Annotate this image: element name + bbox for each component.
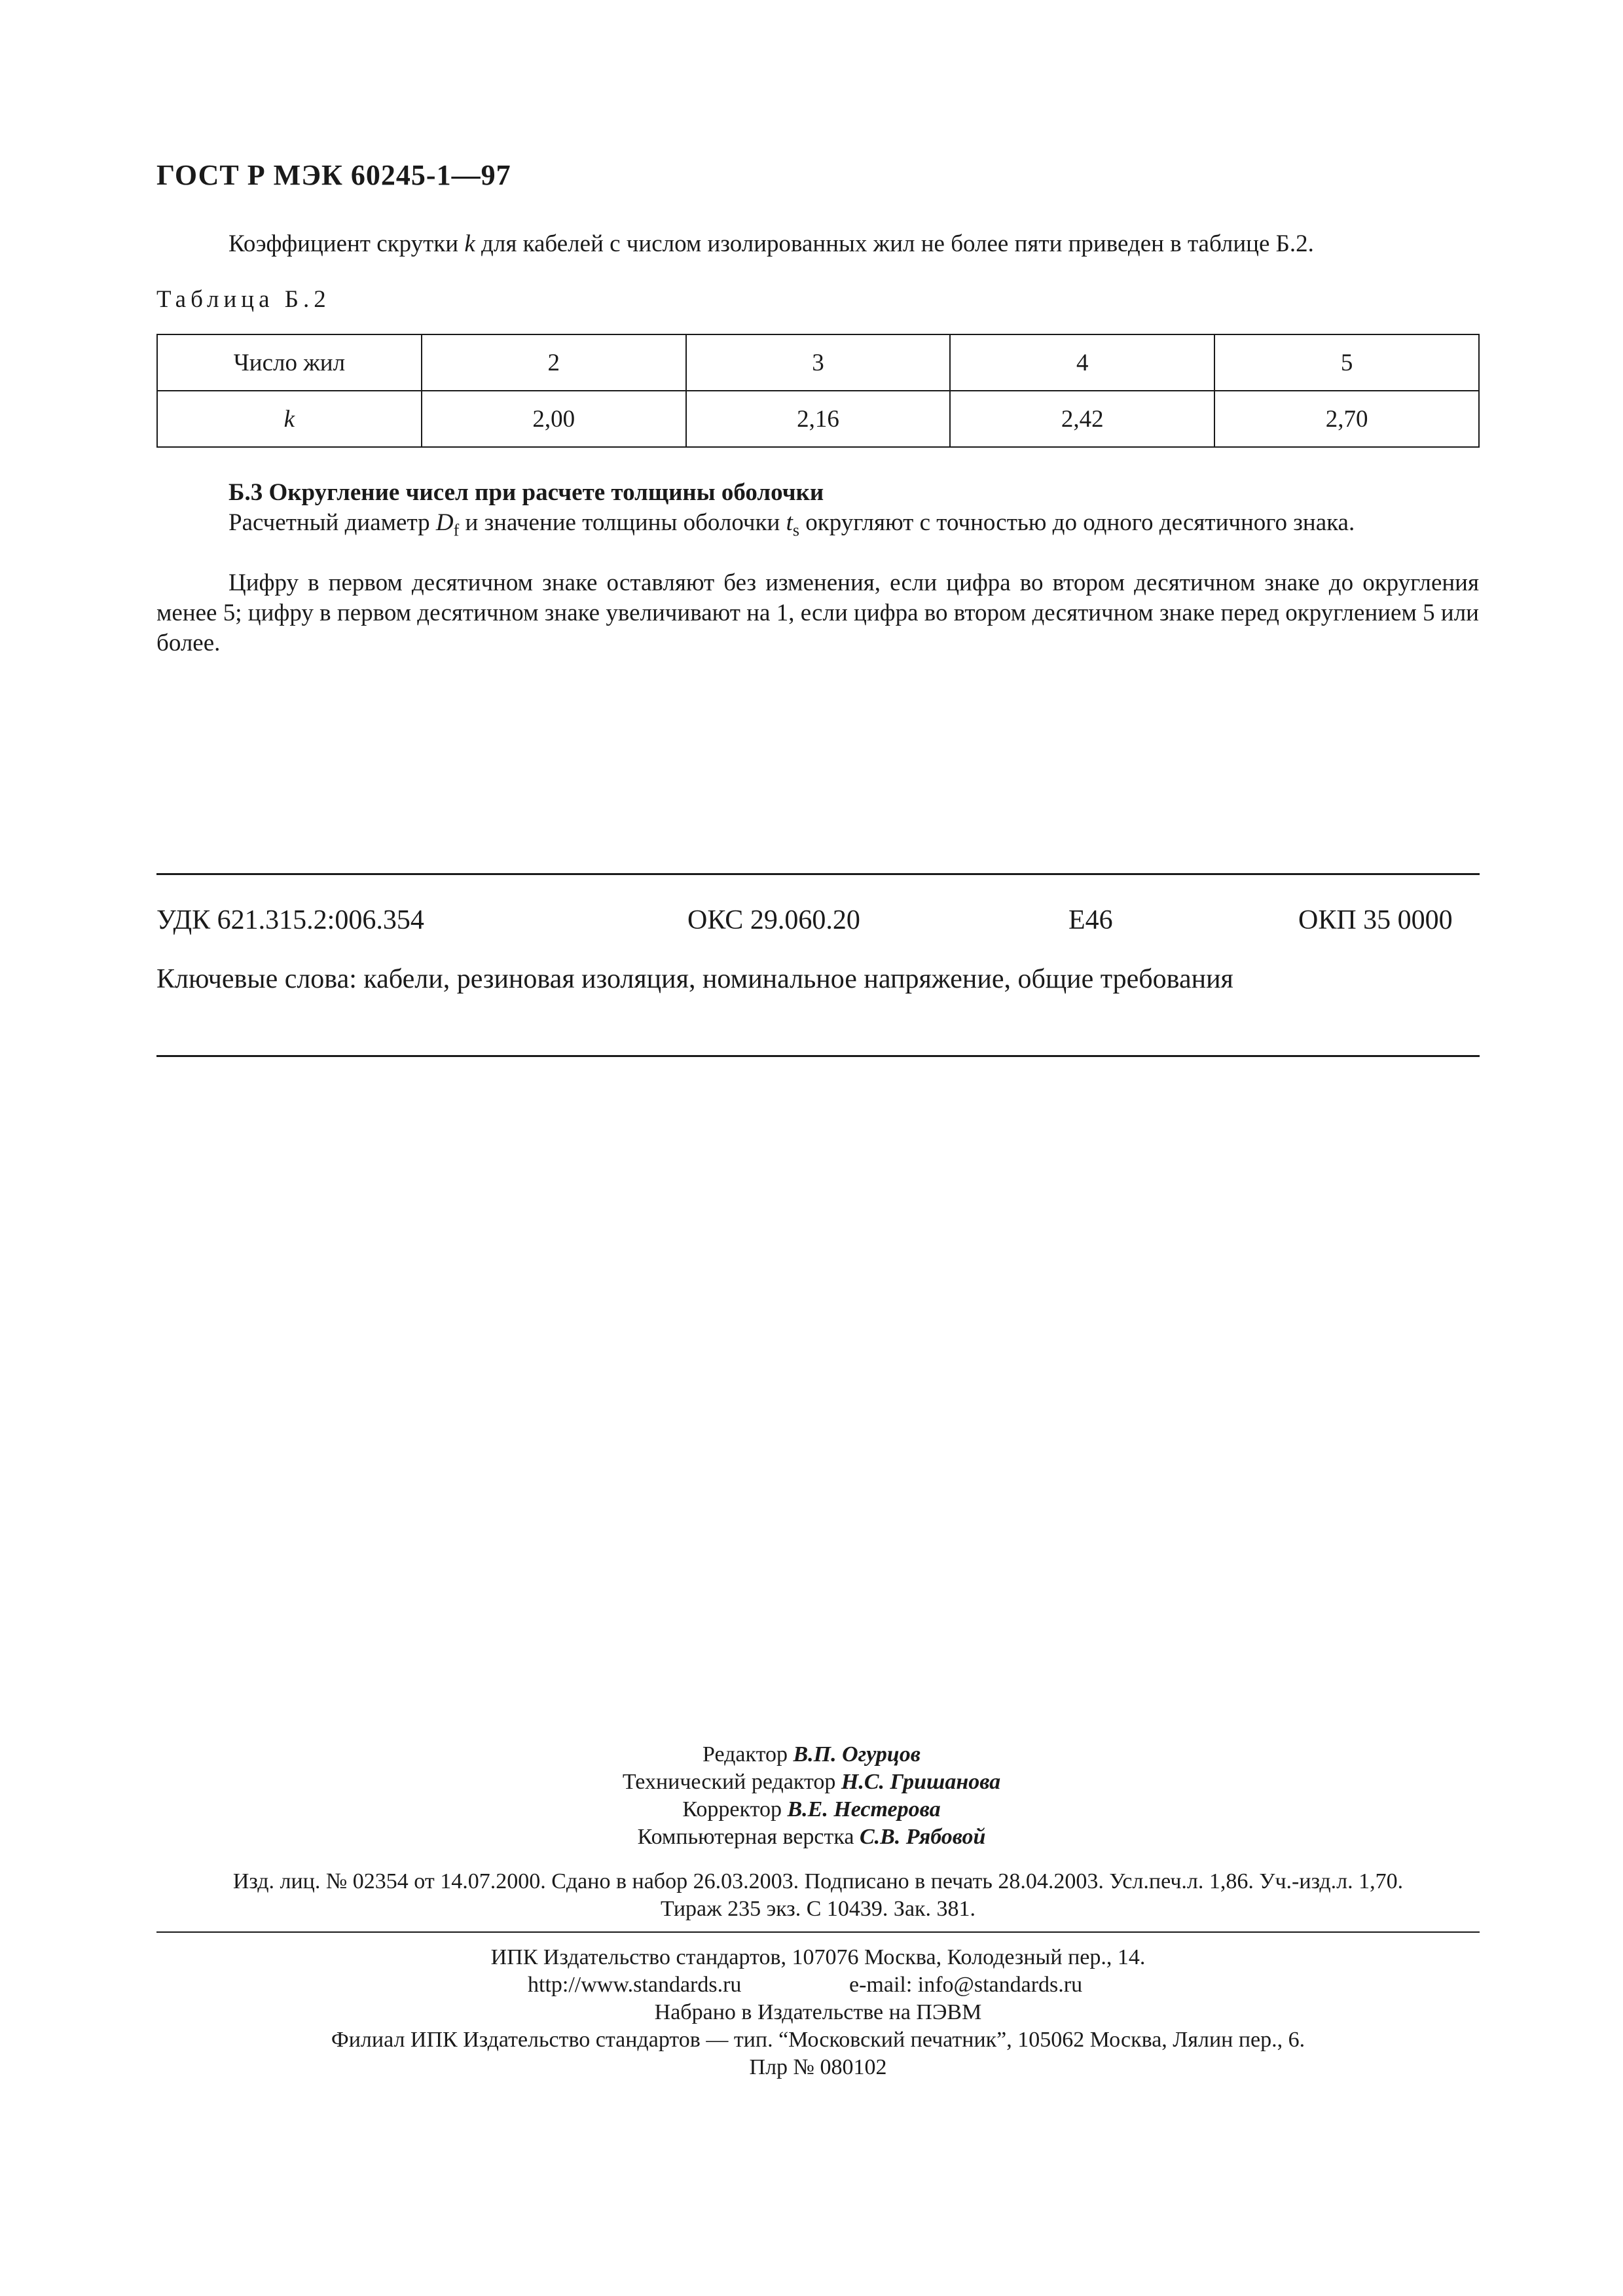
table-cell: 4 bbox=[950, 334, 1214, 391]
oks-code: ОКС 29.060.20 bbox=[687, 905, 860, 935]
publisher-email[interactable]: e-mail: info@standards.ru bbox=[849, 1973, 1083, 1997]
table-cell: 3 bbox=[686, 334, 951, 391]
publisher-branch: Филиал ИПК Издательство стандартов — тип. “Московский печатник”, 105062 Москва, Лялин пер., 6. bbox=[331, 2028, 1305, 2052]
udk-code: УДК 621.315.2:006.354 bbox=[156, 905, 424, 935]
imprint-line-2: Тираж 235 экз. С 10439. Зак. 381. bbox=[660, 1897, 976, 1921]
keywords-line: Ключевые слова: кабели, резиновая изоляция, номинальное напряжение, общие требования bbox=[156, 964, 1233, 994]
table-cell: 2,00 bbox=[422, 391, 686, 447]
publisher-block bbox=[156, 1944, 1480, 2081]
e-code: Е46 bbox=[1068, 905, 1113, 935]
document-header: ГОСТ Р МЭК 60245-1—97 bbox=[156, 159, 511, 191]
publisher-typeset: Набрано в Издательстве на ПЭВМ bbox=[654, 2000, 982, 2024]
credit-layout: Компьютерная верстка С.В. Рябовой bbox=[637, 1825, 986, 1849]
p1-text-c: округляют с точностью до одного десятичного знака. bbox=[799, 509, 1355, 536]
table-cell: 2,70 bbox=[1214, 391, 1479, 447]
credit-corrector: Корректор В.Е. Нестерова bbox=[682, 1797, 941, 1821]
table-row-label: Число жил bbox=[157, 334, 422, 391]
thickness-subscript: s bbox=[792, 520, 799, 540]
imprint-block bbox=[156, 1868, 1480, 1923]
intro-paragraph bbox=[156, 229, 1479, 259]
table-cell: 2,16 bbox=[686, 391, 951, 447]
coefficient-table bbox=[156, 334, 1480, 448]
table-row bbox=[157, 391, 1479, 447]
credit-tech-editor: Технический редактор Н.С. Гришанова bbox=[622, 1770, 1001, 1794]
top-rule bbox=[156, 873, 1480, 875]
diameter-symbol: D bbox=[435, 509, 454, 536]
intro-text-before: Коэффициент скрутки bbox=[228, 230, 465, 257]
thickness-symbol: t bbox=[786, 509, 793, 536]
publisher-url[interactable]: http://www.standards.ru bbox=[528, 1973, 742, 1997]
intro-text-after: для кабелей с числом изолированных жил не более пяти приведен в таблице Б.2. bbox=[475, 230, 1314, 257]
okp-code: ОКП 35 0000 bbox=[1298, 905, 1453, 935]
publisher-rule bbox=[156, 1931, 1480, 1933]
section-paragraph-2: Цифру в первом десятичном знаке оставляют без изменения, если цифра во втором десятичном знаке до округления менее 5; цифру в первом десятичном знаке увеличивают на 1, если цифра во втором десятичном знаке перед округлением 5 или более. bbox=[156, 569, 1479, 656]
table-cell: 5 bbox=[1214, 334, 1479, 391]
imprint-line-1: Изд. лиц. № 02354 от 14.07.2000. Сдано в набор 26.03.2003. Подписано в печать 28.04.2003. Усл.печ.л. 1,86. Уч.-изд.л. 1,70. bbox=[232, 1869, 1404, 1893]
section-title: Б.3 Округление чисел при расчете толщины оболочки bbox=[228, 479, 824, 506]
section-paragraph-1 bbox=[156, 508, 1479, 545]
diameter-subscript: f bbox=[453, 520, 460, 540]
credit-editor: Редактор В.П. Огурцов bbox=[702, 1742, 921, 1767]
publisher-address: ИПК Издательство стандартов, 107076 Москва, Колодезный пер., 14. bbox=[490, 1945, 1146, 1969]
p1-text-a: Расчетный диаметр bbox=[228, 509, 436, 536]
bottom-rule bbox=[156, 1055, 1480, 1057]
table-row-label: k bbox=[157, 391, 422, 447]
table-caption: Таблица Б.2 bbox=[156, 286, 331, 313]
credits-block bbox=[0, 1741, 1623, 1851]
coefficient-symbol: k bbox=[464, 230, 475, 257]
p1-text-b: и значение толщины оболочки bbox=[459, 509, 786, 536]
publisher-license: Плр № 080102 bbox=[749, 2055, 887, 2079]
publisher-contacts bbox=[156, 1971, 1480, 1999]
table-row bbox=[157, 334, 1479, 391]
table-cell: 2,42 bbox=[950, 391, 1214, 447]
table-cell: 2 bbox=[422, 334, 686, 391]
